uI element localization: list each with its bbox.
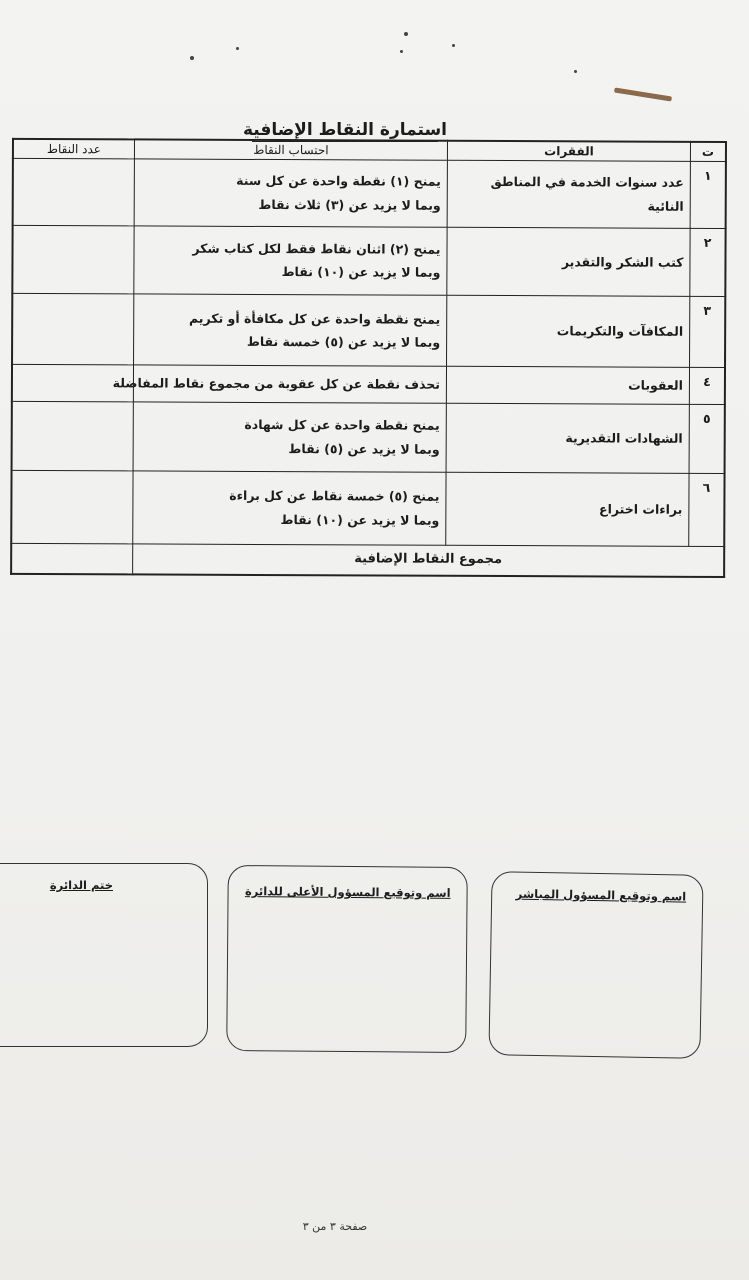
ink-speck [452, 44, 455, 47]
row-index: ٥ [689, 404, 725, 473]
table-row [13, 158, 726, 228]
ink-speck [190, 56, 194, 60]
table-row [12, 401, 725, 473]
row-index: ٦ [689, 473, 725, 547]
pen-mark [614, 87, 672, 101]
total-value-cell[interactable] [11, 544, 133, 575]
row-points-cell[interactable] [12, 225, 134, 294]
row-calculation [134, 225, 447, 295]
total-label: مجموع النقاط الإضافية [133, 544, 725, 577]
ink-speck [400, 50, 403, 53]
row-calculation [134, 294, 447, 366]
calculation-line: يمنح (٢) اثنان نقاط فقط لكل كتاب شكر [192, 240, 441, 257]
row-item: عدد سنوات الخدمة في المناطق النائية [447, 160, 690, 228]
table-row [12, 365, 725, 405]
page-number: صفحة ٣ من ٣ [302, 1220, 368, 1233]
ink-speck [574, 70, 577, 73]
calculation-line: يمنح نقطة واحدة عن كل شهادة [244, 417, 440, 433]
row-index: ٣ [690, 297, 726, 368]
row-item: المكافآت والتكريمات [447, 296, 690, 368]
row-item: الشهادات التقديرية [446, 403, 689, 473]
calculation-line: وبما لا يزيد عن (١٠) نقاط [281, 264, 441, 281]
row-calculation [133, 471, 446, 546]
row-index: ٢ [690, 228, 726, 297]
direct-manager-signature-box[interactable] [488, 871, 703, 1059]
calculation-line: وبما لا يزيد عن (١٠) نقاط [280, 512, 440, 528]
extra-points-table [10, 138, 727, 578]
calculation-line: تحذف نقطة عن كل عقوبة من مجموع نقاط المفاضلة [112, 375, 440, 393]
calculation-line: يمنح (٥) خمسة نقاط عن كل براءة [229, 488, 440, 505]
department-stamp-label: ختم الدائرة [49, 878, 113, 892]
header-count: عدد النقاط [13, 139, 135, 159]
header-calculation: احتساب النقاط [134, 139, 447, 160]
row-calculation [134, 159, 447, 227]
header-item: الفقرات [447, 141, 690, 162]
table-row [12, 225, 725, 297]
row-index: ١ [690, 161, 726, 228]
row-item: كتب الشكر والتقدير [447, 227, 690, 297]
form-title: استمارة النقاط الإضافية [190, 120, 500, 140]
header-index: ت [690, 142, 726, 162]
senior-manager-signature-box[interactable] [226, 865, 468, 1053]
row-calculation [133, 402, 446, 472]
row-points-cell[interactable] [13, 158, 135, 225]
calculation-line: وبما لا يزيد عن (٣) ثلاث نقاط [258, 196, 441, 213]
table-row [12, 294, 725, 368]
table-body [11, 158, 726, 546]
row-points-cell[interactable] [12, 401, 134, 470]
row-index: ٤ [689, 368, 725, 405]
row-calculation [112, 365, 446, 403]
direct-manager-label: اسم وتوقيع المسؤول المباشر [515, 886, 687, 904]
calculation-line: يمنح (١) نقطة واحدة عن كل سنة [236, 172, 441, 189]
calculation-line: وبما لا يزيد عن (٥) خمسة نقاط [246, 334, 441, 351]
total-row [11, 544, 724, 577]
table-row [11, 470, 724, 547]
row-points-cell[interactable] [11, 470, 133, 544]
ink-speck [236, 47, 239, 50]
calculation-line: وبما لا يزيد عن (٥) نقاط [288, 441, 440, 457]
ink-speck [404, 32, 408, 36]
row-item: العقوبات [446, 367, 689, 405]
calculation-line: يمنح نقطة واحدة عن كل مكافأة أو تكريم [188, 310, 441, 327]
senior-manager-label: اسم وتوقيع المسؤول الأعلى للدائرة [244, 884, 451, 900]
row-item: براءات اختراع [446, 472, 689, 546]
row-points-cell[interactable] [12, 294, 134, 366]
department-stamp-box[interactable] [0, 863, 208, 1047]
